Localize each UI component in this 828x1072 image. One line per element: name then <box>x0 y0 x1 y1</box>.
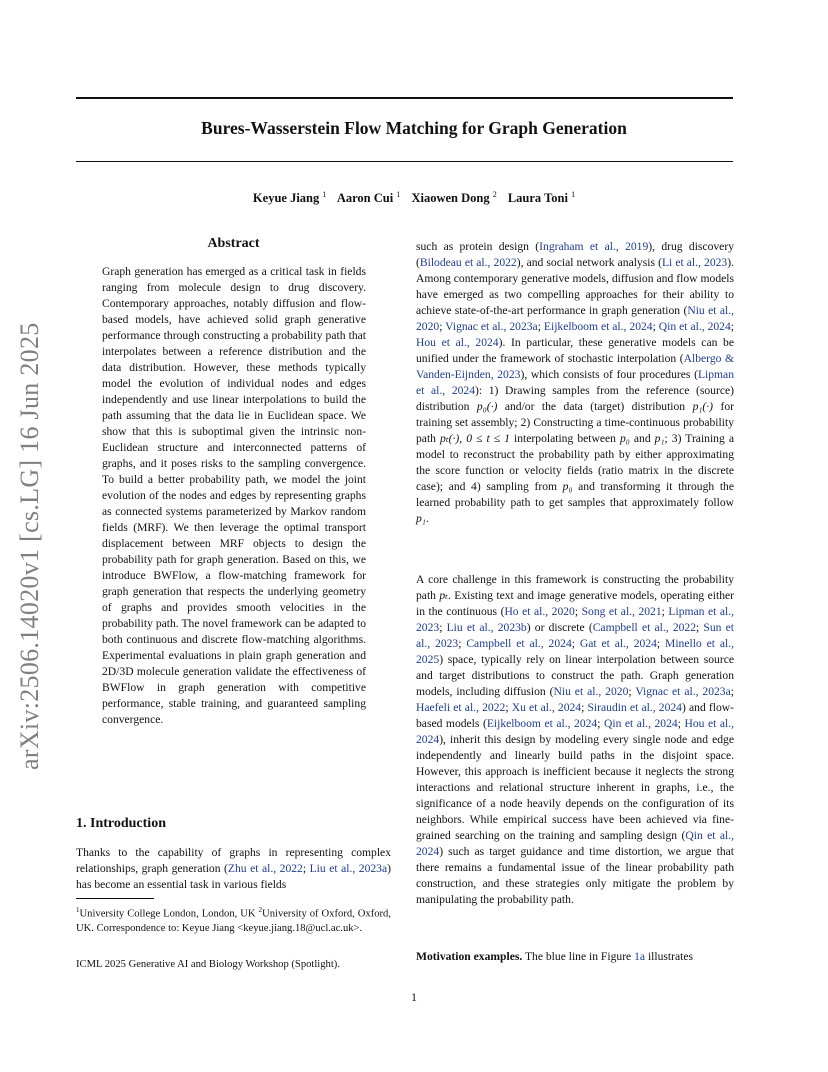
citation-link[interactable]: Ingraham et al., 2019 <box>539 240 649 253</box>
arxiv-stamp: arXiv:2506.14020v1 [cs.LG] 16 Jun 2025 <box>15 322 44 770</box>
body-text: ) and flow-based models ( <box>416 701 735 730</box>
introduction-heading: 1. Introduction <box>76 816 166 831</box>
introduction-paragraph <box>76 845 391 893</box>
intro-text: ; <box>302 862 310 875</box>
author-name: Keyue Jiang <box>252 191 320 206</box>
citation-link[interactable]: Hou et al., 2024 <box>416 717 735 746</box>
affiliation-footnote <box>76 903 391 936</box>
math-symbol: p₀(·) <box>476 400 498 413</box>
body-text: ; <box>505 701 512 714</box>
affiliation-mark: 1 <box>571 190 576 199</box>
body-text: illustrates <box>645 950 694 963</box>
citation-link[interactable]: Gat et al., 2024 <box>579 637 657 650</box>
body-text: for training set assembly; 2) Constructing a time-continuous probability path <box>416 400 734 445</box>
abstract-text: Graph generation has emerged as a critical task in fields ranging from molecule design to drug discovery. Contemporary approaches, notably diffusion and flow-based models, have achieved solid graph generative performance through constructing a probability path that interpolates between a reference distribution and the data distribution. However, these methods typically model the evolution of individual nodes and edges independently and use linear interpolations to build the path assuming that the data lie in Euclidean space. We show that this is suboptimal given the intrinsic non-Euclidean structure and interconnected patterns of graphs, and it poses risks to the sampling convergence. To build a better probability path, we model the joint evolution of the nodes and edges by representing graphs as connected systems parameterized by Markov random fields (MRF). We then leverage the optimal transport displacement between MRF objects to design the probability path for graph generation. Based on this, we introduce BWFlow, a flow-matching framework for graph generation that respects the underlying geometry of graphs and provides smooth velocities in the probability path. The novel framework can be adapted to both continuous and discrete flow-matching algorithms. Experimental evaluations in plain graph generation and 2D/3D molecule generation validate the effectiveness of BWFlow in graph generation with competitive performance, stable training, and guaranteed sampling convergence. <box>102 265 366 726</box>
citation-link[interactable]: Campbell et al., 2024 <box>466 637 572 650</box>
page-number: 1 <box>411 990 417 1004</box>
citation-link[interactable]: Vignac et al., 2023a <box>445 320 538 333</box>
citation-link[interactable]: Hou et al., 2024 <box>416 336 499 349</box>
body-text: interpolating between <box>509 432 620 445</box>
affiliation-mark: 2 <box>492 190 497 199</box>
citation-link[interactable]: Li et al., 2023 <box>661 256 728 269</box>
affiliation-mark: 1 <box>396 190 401 199</box>
body-text: and <box>629 432 655 445</box>
body-text: ; 3) Training a model to reconstruct the probability path by either approximating the score function or velocity fields (ratio matrix in the discrete case); and 4) sampling from <box>416 432 734 493</box>
body-text: ) or discrete ( <box>526 621 593 634</box>
abstract-heading: Abstract <box>207 236 260 251</box>
body-text: ; <box>730 320 735 333</box>
footnote-rule <box>76 898 154 899</box>
author-name: Xiaowen Dong <box>411 191 490 206</box>
citation-link[interactable]: Zhu et al., 2022 <box>227 862 303 875</box>
top-rule <box>76 97 733 99</box>
citation-link[interactable]: Siraudin et al., 2024 <box>587 701 682 714</box>
body-text: ): 1) Drawing samples from the reference (source) distribution <box>416 384 734 413</box>
math-symbol: p₁(·) <box>692 400 714 413</box>
citation-link[interactable]: Eijkelboom et al., 2024 <box>543 320 653 333</box>
body-text: ; <box>458 637 467 650</box>
citation-link[interactable]: Qin et al., 2024 <box>658 320 731 333</box>
math-symbol: pₜ <box>439 589 449 602</box>
body-text: ) space, typically rely on linear interpolation between source and target distributions to construct the path. Graph generation models, including diffusion ( <box>416 653 734 698</box>
figure-reference-link[interactable]: 1a <box>634 950 646 963</box>
citation-link[interactable]: Liu et al., 2023b <box>446 621 527 634</box>
right-paragraph-1 <box>416 239 734 527</box>
right-paragraph-2 <box>416 572 734 908</box>
citation-link[interactable]: Lipman et al., 2024 <box>416 368 734 397</box>
citation-link[interactable]: Qin et al., 2024 <box>603 717 678 730</box>
math-symbol: p₀ <box>620 432 630 445</box>
math-symbol: p₀ <box>562 480 573 493</box>
body-text: ; <box>571 637 580 650</box>
body-text: ), and social network analysis ( <box>516 256 662 269</box>
body-text: ), inherit this design by modeling every single node and edge independently and linearly build paths in the disjoint space. However, this approach is inefficient because it neglects the strong interactions and relational structure inherent in graphs, i.e., the significance of a node heavily depends on the configuration of its neighbors. While empirical success have been achieved via fine-grained searching on the training and sampling design ( <box>416 733 734 842</box>
body-text: such as protein design ( <box>416 240 540 253</box>
citation-link[interactable]: Bilodeau et al., 2022 <box>419 256 517 269</box>
venue-note: ICML 2025 Generative AI and Biology Workshop (Spotlight). <box>76 959 340 970</box>
body-text: ; <box>652 320 659 333</box>
body-text: ; <box>439 320 446 333</box>
citation-link[interactable]: Campbell et al., 2022 <box>592 621 697 634</box>
body-text: ). Among contemporary generative models, diffusion and flow models have emerged as two compelling approaches for their ability to achieve state-of-the-art performance in graph generation ( <box>416 256 734 317</box>
author-name: Laura Toni <box>507 191 568 206</box>
paragraph-run-in-heading: Motivation examples. <box>416 950 523 963</box>
citation-link[interactable]: Vignac et al., 2023a <box>635 685 731 698</box>
body-text: ; <box>696 621 704 634</box>
citation-link[interactable]: Haefeli et al., 2022 <box>416 701 506 714</box>
citation-link[interactable]: Minello et al., 2025 <box>416 637 735 666</box>
body-text: ; <box>656 637 666 650</box>
body-text: ). In particular, these generative models can be unified under the framework of stochastic interpolation ( <box>416 336 734 365</box>
paper-title: Bures-Wasserstein Flow Matching for Graph Generation <box>201 118 627 138</box>
intro-text: ) has become an essential task in various fields <box>76 862 391 891</box>
citation-link[interactable]: Song et al., 2021 <box>581 605 662 618</box>
body-text: ; <box>730 685 734 698</box>
body-text: ; <box>581 701 588 714</box>
body-text: and/or the data (target) distribution <box>497 400 693 413</box>
math-symbol: pₜ(·), 0 ≤ t ≤ 1 <box>440 432 510 445</box>
body-text: ; <box>574 605 582 618</box>
affiliation-mark: 2 <box>258 906 263 914</box>
citation-link[interactable]: Liu et al., 2023a <box>309 862 388 875</box>
math-symbol: p₁ <box>416 512 426 525</box>
body-text: ; <box>439 621 447 634</box>
citation-link[interactable]: Sun et al., 2023 <box>416 621 735 650</box>
affiliation-mark: 1 <box>322 190 327 199</box>
body-text: A core challenge in this framework is constructing the probability path <box>416 573 734 602</box>
citation-link[interactable]: Qin et al., 2024 <box>416 829 735 858</box>
citation-link[interactable]: Eijkelboom et al., 2024 <box>486 717 598 730</box>
body-text: ; <box>661 605 669 618</box>
body-text: ; <box>537 320 544 333</box>
citation-link[interactable]: Lipman et al., 2023 <box>416 605 734 634</box>
body-text: ; <box>597 717 604 730</box>
citation-link[interactable]: Niu et al., 2020 <box>553 685 629 698</box>
intro-text: Thanks to the capability of graphs in representing complex relationships, graph generation ( <box>76 846 391 875</box>
citation-link[interactable]: Niu et al., 2020 <box>416 304 735 333</box>
body-text: ; <box>628 685 636 698</box>
title-bottom-rule <box>76 161 733 162</box>
citation-link[interactable]: Albergo & Vanden-Eijnden, 2023 <box>416 352 734 381</box>
author-list <box>0 190 828 206</box>
affiliation-text: University College London, London, UK <box>79 908 259 920</box>
math-symbol: p₁ <box>654 432 665 445</box>
author-name: Aaron Cui <box>336 191 394 206</box>
body-text: ; <box>677 717 685 730</box>
body-text: . <box>425 512 429 525</box>
body-text: The blue line in Figure <box>522 950 635 963</box>
right-paragraph-3 <box>416 949 734 965</box>
citation-link[interactable]: Ho et al., 2020 <box>504 605 575 618</box>
body-text: . Existing text and image generative models, operating either in the continuous ( <box>416 589 734 618</box>
body-text: ), drug discovery ( <box>416 240 734 269</box>
affiliation-mark: 1 <box>76 906 80 914</box>
citation-link[interactable]: Xu et al., 2024 <box>511 701 582 714</box>
body-text: and transforming it through the learned probability path to get samples that approximately follow <box>416 480 734 509</box>
body-text: ) such as target guidance and time distortion, we argue that there remains a fundamental issue of the linear probability path construction, and these strategies only mitigate the problem by manipulating the probability path. <box>416 845 734 906</box>
affiliation-text: University of Oxford, Oxford, UK. Correspondence to: Keyue Jiang <keyue.jiang.18@ucl.ac.uk>. <box>76 908 391 934</box>
body-text: ), which consists of four procedures ( <box>520 368 698 381</box>
